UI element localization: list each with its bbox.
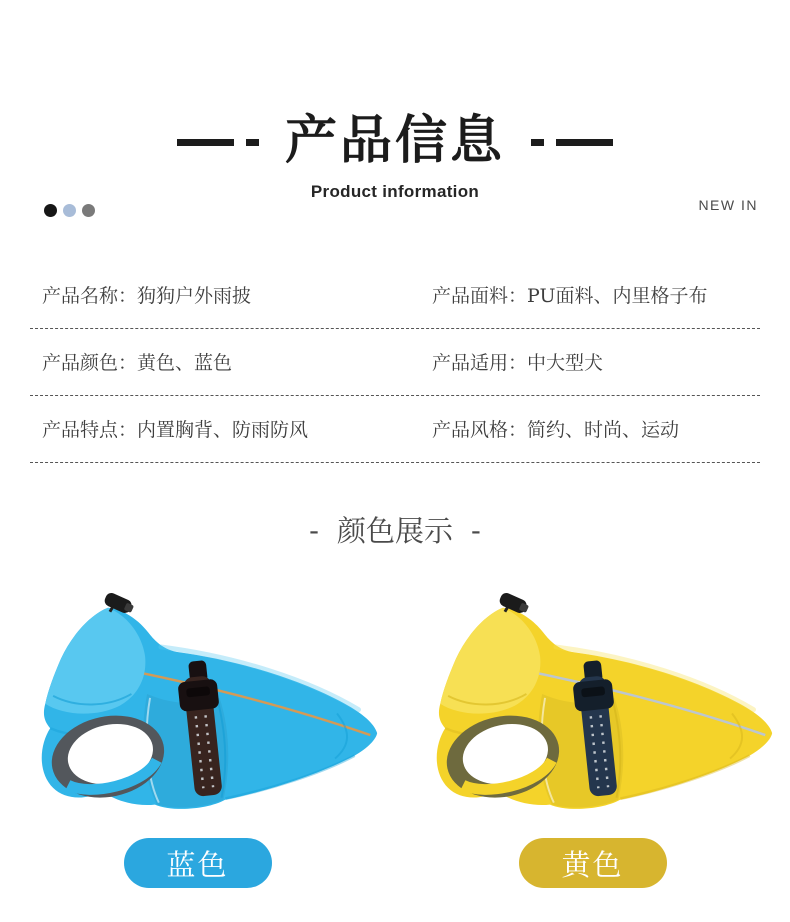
dash-long-icon: [177, 139, 234, 146]
color-section-title: [0, 509, 790, 550]
color-showcase: [0, 590, 790, 888]
info-value: 狗狗户外雨披: [137, 285, 252, 307]
product-card-blue: [0, 590, 395, 888]
info-label: 产品颜色：: [42, 352, 138, 374]
info-value: 简约、时尚、运动: [527, 419, 680, 441]
info-cell-product-name: [30, 283, 420, 309]
section-dash-left: -: [309, 512, 319, 547]
color-button-yellow[interactable]: 黄色: [519, 838, 667, 888]
info-row-3: [30, 396, 760, 463]
carousel-dots: [44, 204, 95, 217]
color-button-blue[interactable]: 蓝色: [124, 838, 272, 888]
info-value: 黄色、蓝色: [137, 352, 233, 374]
info-value: 内置胸背、防雨防风: [137, 419, 309, 441]
info-label: 产品面料：: [432, 285, 528, 307]
info-label: 产品特点：: [42, 419, 138, 441]
info-row-1: [30, 262, 760, 329]
carousel-dot-3[interactable]: [82, 204, 95, 217]
dash-short-icon: [246, 139, 259, 146]
dash-short-icon: [531, 139, 544, 146]
product-card-yellow: [395, 590, 790, 888]
product-info-table: [30, 262, 760, 463]
page-subtitle: Product information: [310, 182, 480, 201]
title-decoration-right: [531, 139, 613, 146]
info-cell-product-color: [30, 350, 420, 376]
carousel-dot-2[interactable]: [63, 204, 76, 217]
info-cell-product-fit: [420, 350, 760, 376]
info-cell-product-fabric: [420, 283, 760, 309]
info-value: 中大型犬: [527, 352, 604, 374]
section-header: [0, 0, 790, 168]
info-value: PU面料、内里格子布: [527, 285, 708, 307]
blue-raincoat-image: [12, 590, 384, 840]
title-decoration-left: [177, 139, 259, 146]
info-label: 产品风格：: [432, 419, 528, 441]
page-title: 产品信息: [284, 113, 505, 170]
dash-long-icon: [556, 139, 613, 146]
info-label: 产品适用：: [432, 352, 528, 374]
yellow-raincoat-image: [407, 590, 779, 840]
section-title-text: 颜色展示: [336, 514, 453, 548]
info-cell-product-style: [420, 417, 760, 443]
info-label: 产品名称：: [42, 285, 138, 307]
new-in-badge: NEW IN: [698, 197, 758, 213]
carousel-dot-1[interactable]: [44, 204, 57, 217]
info-row-2: [30, 329, 760, 396]
info-cell-product-features: [30, 417, 420, 443]
section-dash-right: -: [471, 512, 481, 547]
